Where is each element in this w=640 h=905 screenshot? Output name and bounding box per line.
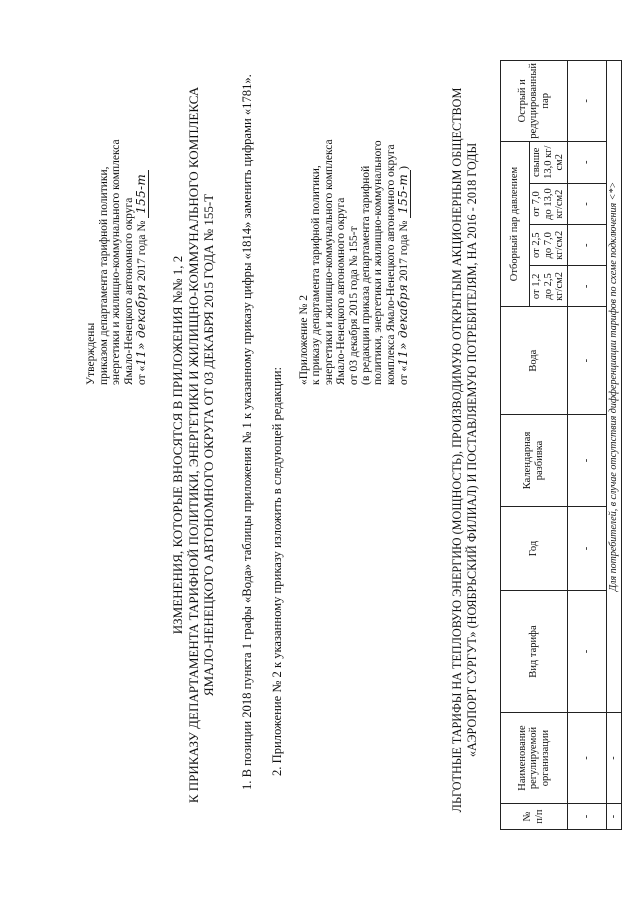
- header-water: Вода: [501, 307, 568, 414]
- table-cell: -: [567, 61, 606, 142]
- tariff-title-line: ЛЬГОТНЫЕ ТАРИФЫ НА ТЕПЛОВУЮ ЭНЕРГИЮ (МОЩНОСТЬ), ПРОИЗВОДИМУЮ ОТКРЫТЫМ АКЦИОНЕРНЫМ ОБЩЕСТВОМ: [450, 87, 464, 813]
- date-prefix: от «: [398, 365, 411, 385]
- approval-line: Ямало-Ненецкого автономного округа: [122, 197, 135, 385]
- approval-line: Утверждены: [85, 322, 97, 385]
- header-num: № п/п: [501, 804, 568, 830]
- header-steam-col: от 2,5 до 7,0 кг/см2: [530, 225, 568, 266]
- table-cell: -: [567, 141, 606, 183]
- date-year: 2017 года №: [136, 220, 149, 282]
- header-steam-col: свыше 13,0 кг/см2: [530, 141, 568, 183]
- header-steam-col: от 7,0 до 13,0 кг/см2: [530, 183, 568, 224]
- table-cell: -: [567, 713, 606, 804]
- date-suffix: ): [398, 166, 411, 170]
- appendix-block: [298, 85, 411, 385]
- table-cell: -: [606, 713, 621, 804]
- table-header-row: [501, 61, 530, 830]
- approval-line: энергетики и жилищно-коммунального комплекса: [110, 139, 123, 385]
- body-paragraph-2: 2. Приложение № 2 к указанному приказу изложить в следующей редакции:: [270, 366, 284, 776]
- header-calendar: Календарная разбивка: [501, 414, 568, 506]
- appendix-line: политики, энергетики и жилищно-коммунального: [372, 140, 385, 385]
- document-heading: [170, 85, 217, 805]
- table-cell: -: [606, 804, 621, 830]
- date-year: 2017 года №: [398, 220, 411, 282]
- approval-date: [135, 85, 149, 385]
- handwritten-day: 11: [396, 349, 411, 366]
- body-paragraph-1: 1. В позиции 2018 пункта 1 графы «Вода» таблицы приложения № 1 к указанному приказу цифры «1814» заменить цифрами «1781».: [240, 74, 254, 790]
- appendix-line: энергетики и жилищно-коммунального комплекса: [322, 139, 335, 385]
- table-cell: -: [567, 507, 606, 591]
- table-cell: -: [567, 266, 606, 307]
- appendix-line: к приказу департамента тарифной политики,: [310, 165, 323, 385]
- handwritten-day: 11: [134, 349, 149, 366]
- table-cell: -: [567, 804, 606, 830]
- handwritten-month: » декабря: [134, 284, 149, 350]
- tariff-table: [500, 60, 622, 830]
- table-cell: -: [567, 225, 606, 266]
- header-sharp-steam: Острый и редуцированный пар: [501, 61, 568, 142]
- table-cell: -: [567, 414, 606, 506]
- table-cell: -: [567, 591, 606, 713]
- header-year: Год: [501, 507, 568, 591]
- handwritten-month: » декабря: [396, 284, 411, 350]
- heading-line: ИЗМЕНЕНИЯ, КОТОРЫЕ ВНОСЯТСЯ В ПРИЛОЖЕНИЯ №№ 1, 2: [170, 255, 185, 635]
- table-note: Для потребителей, в случае отсутствия дифференциации тарифов по схеме подключения <*>: [606, 61, 621, 713]
- handwritten-number: 155-т: [397, 170, 410, 218]
- table-cell: -: [567, 183, 606, 224]
- appendix-line: Ямало-Ненецкого автономного округа: [335, 197, 348, 385]
- tariff-title-line: «АЭРОПОРТ СУРГУТ» (НОЯБРЬСКИЙ ФИЛИАЛ) И ПОСТАВЛЯЕМУЮ ПОТРЕБИТЕЛЯМ, НА 2016 - 2018 ГОДЫ: [464, 142, 479, 758]
- header-kind: Вид тарифа: [501, 591, 568, 713]
- handwritten-number: 155-т: [135, 170, 149, 218]
- heading-line: ЯМАЛО-НЕНЕЦКОГО АВТОНОМНОГО ОКРУГА ОТ 03 ДЕКАБРЯ 2015 ГОДА № 155-Т: [201, 193, 216, 697]
- header-org: Наименование регулируемой организации: [501, 713, 568, 804]
- approval-block: [85, 85, 149, 385]
- heading-line: К ПРИКАЗУ ДЕПАРТАМЕНТА ТАРИФНОЙ ПОЛИТИКИ, ЭНЕРГЕТИКИ И ЖИЛИЩНО-КОММУНАЛЬНОГО КОМПЛЕКСА: [185, 86, 201, 804]
- header-steam-col: от 1,2 до 2,5 кг/см2: [530, 266, 568, 307]
- tariff-title: [450, 70, 479, 830]
- table-row: [567, 61, 606, 830]
- approval-line: приказом департамента тарифной политики,: [97, 166, 110, 385]
- appendix-date: [397, 85, 410, 385]
- table-note-row: [606, 61, 621, 830]
- appendix-line: (в редакции приказа департамента тарифной: [360, 165, 373, 385]
- appendix-line: комплекса Ямало-Ненецкого автономного округа: [384, 144, 397, 385]
- appendix-line: «Приложение № 2: [298, 295, 310, 385]
- date-prefix: от «: [136, 365, 149, 385]
- header-steam-group: Отборный пар давлением: [501, 141, 530, 307]
- table-cell: -: [567, 307, 606, 414]
- appendix-line: от 03 декабря 2015 года № 155-т: [347, 226, 360, 385]
